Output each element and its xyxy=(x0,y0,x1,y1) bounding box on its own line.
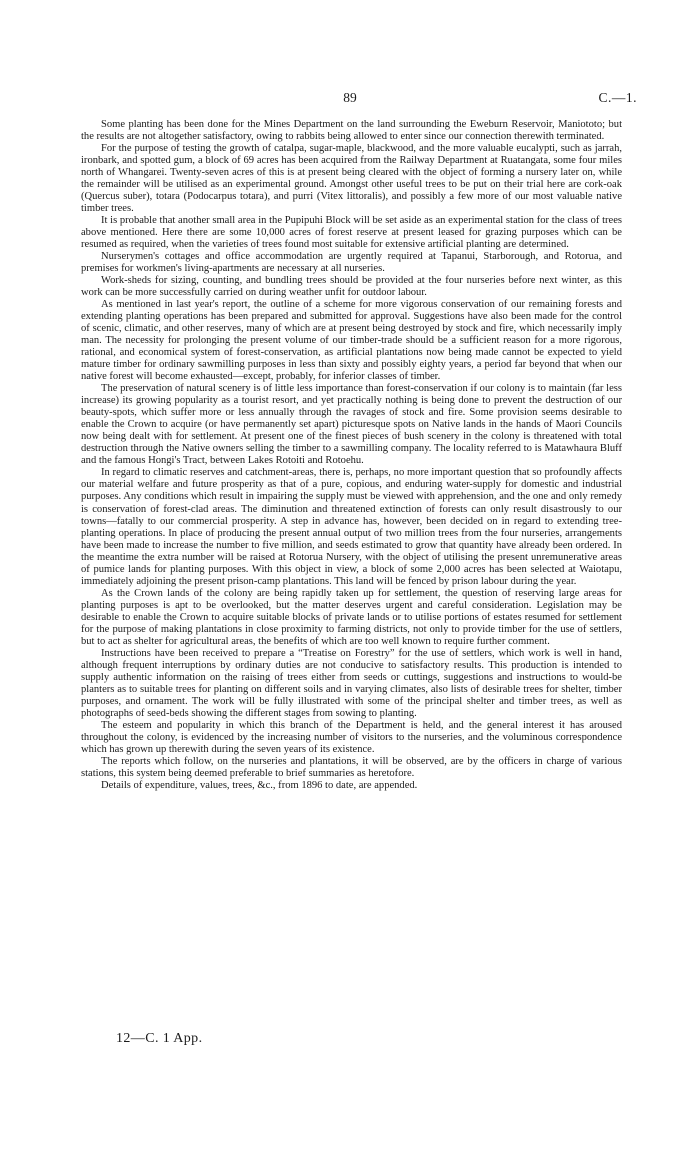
paragraph-scenery-preservation: The preservation of natural scenery is of little less importance than forest-conservation if our colony is to maintain (far less increase) its growing popularity as a tourist resort, and yet practically nothing is being done to prevent the destruction of our beauty-spots, which suffer more or less annually through the ravages of stock and fire. Some provision seems desirable to enable the Crown to acquire (or have permanently set apart) picturesque spots on Native lands in the hands of Maori Councils now being dealt with for settlement. At present one of the finest pieces of bush scenery in the colony is threatened with total destruction through the Native owners selling the timber to a sawmilling company. The locality referred to is Matawhaura Bluff and the famous Hongi's Tract, between Lakes Rotoiti and Rotoehu. xyxy=(81,383,622,467)
report-body xyxy=(81,119,622,792)
paragraph-esteem: The esteem and popularity in which this branch of the Department is held, and the general interest it has aroused throughout the colony, is evidenced by the increasing number of visitors to the nurseries, and the voluminous correspondence which has grown up therewith during the seven years of its existence. xyxy=(81,719,622,755)
signature-mark: 12—C. 1 App. xyxy=(116,1031,203,1046)
paragraph-ruatangata-block: For the purpose of testing the growth of catalpa, sugar-maple, blackwood, and the more valuable eucalypti, such as jarrah, ironbark, and spotted gum, a block of 69 acres has been acquired from the Railway Department at Ruatangata, some four miles north of Whangarei. Twenty-seven acres of this is at present being cleared with the object of forming a nursery later on, while the remainder will be utilised as an experimental ground. Amongst other useful trees to be put on their trial here are cork-oak (Quercus suber), totara (Podocarpus totara), and purri (Vitex littoralis), and possibly a few more of our most valuable native timber trees. xyxy=(81,143,622,215)
series-reference: C.—1. xyxy=(598,90,637,105)
paragraph-conservation-scheme: As mentioned in last year's report, the outline of a scheme for more vigorous conservation of our remaining forests and extending planting operations has been prepared and submitted for approval. Suggestions have also been made for the control of scenic, climatic, and other reserves, many of which are at present being destroyed by stock and fire, which necessarily imply man. The necessity for prolonging the present volume of our timber-trade should be a sufficient reason for a more rigorous, rational, and economical system of forest-conservation, as artificial plantations now being made cannot be expected to yield mature timber for ordinary sawmilling purposes in less than sixty and possibly eighty years, a period far beyond that when our native forest will become exhausted—except, probably, for inferior classes of timber. xyxy=(81,299,622,383)
paragraph-work-sheds: Work-sheds for sizing, counting, and bundling trees should be provided at the four nurseries before next winter, as this work can be more successfully carried on during weather unfit for outdoor labour. xyxy=(81,275,622,299)
paragraph-mines-planting: Some planting has been done for the Mines Department on the land surrounding the Eweburn Reservoir, Maniototo; but the results are not altogether satisfactory, owing to rabbits being allowed to enter since our connection therewith terminated. xyxy=(81,119,622,143)
paragraph-cottages: Nurserymen's cottages and office accommodation are urgently required at Tapanui, Starborough, and Rotorua, and premises for workmen's living-apartments are necessary at all nurseries. xyxy=(81,251,622,275)
page-number: 89 xyxy=(343,90,357,105)
paragraph-reports: The reports which follow, on the nurseries and plantations, it will be observed, are by the officers in charge of various stations, this system being deemed preferable to brief summaries as heretofore. xyxy=(81,755,622,779)
paragraph-climatic-reserves: In regard to climatic reserves and catchment-areas, there is, perhaps, no more important question that so profoundly affects our material welfare and future prosperity as that of a pure, copious, and enduring water-supply for domestic and industrial purposes. Any conditions which result in impairing the supply must be viewed with apprehension, and the one and only remedy is conservation of forest-clad areas. The diminution and threatened extinction of forests can only result disastrously to our towns—fatally to our commercial prosperity. A step in advance has, however, been decided on in regard to extending tree-planting operations. In place of producing the present annual output of two million trees from the four nurseries, arrangements have been made to increase the number to five million, and seeds estimated to grow that quantity have already been ordered. In the meantime the extra number will be raised at Rotorua Nursery, with the object of utilising the present unremunerative areas of pumice lands for planting purposes. With this object in view, a block of some 2,000 acres has been selected at Waiotapu, immediately adjoining the present prison-camp plantations. This land will be fenced by prison labour during the year. xyxy=(81,467,622,587)
paragraph-crown-lands: As the Crown lands of the colony are being rapidly taken up for settlement, the question of reserving large areas for planting purposes is apt to be overlooked, but the matter deserves urgent and careful consideration. Legislation may be desirable to enable the Crown to acquire suitable blocks of private lands or to utilise portions of estates resumed for settlement for the purpose of making plantations in close proximity to farming districts, not only to provide timber for the use of settlers, but to act as shelter for agricultural areas, the benefits of which are too well known to require further comment. xyxy=(81,587,622,647)
paragraph-treatise: Instructions have been received to prepare a “Treatise on Forestry” for the use of settlers, which work is well in hand, although frequent interruptions by ordinary duties are not conducive to satisfactory results. This production is intended to supply authentic information on the raising of trees either from seeds or cuttings, suggestions and instructions to would-be planters as to suitable trees for planting on different soils and in varying climates, also lists of desirable trees for shelter, timber purposes, and ornament. The work will be fully illustrated with some of the principal shelter and timber trees, as well as photographs of seed-beds showing the different stages from sowing to planting. xyxy=(81,647,622,719)
paragraph-pupipuhi-block: It is probable that another small area in the Pupipuhi Block will be set aside as an experimental station for the class of trees above mentioned. Here there are some 10,000 acres of forest reserve at present leased for grazing purposes which can be resumed as required, when the varieties of trees found most suitable for extensive artificial planting are determined. xyxy=(81,215,622,251)
paragraph-details: Details of expenditure, values, trees, &c., from 1896 to date, are appended. xyxy=(101,779,418,791)
